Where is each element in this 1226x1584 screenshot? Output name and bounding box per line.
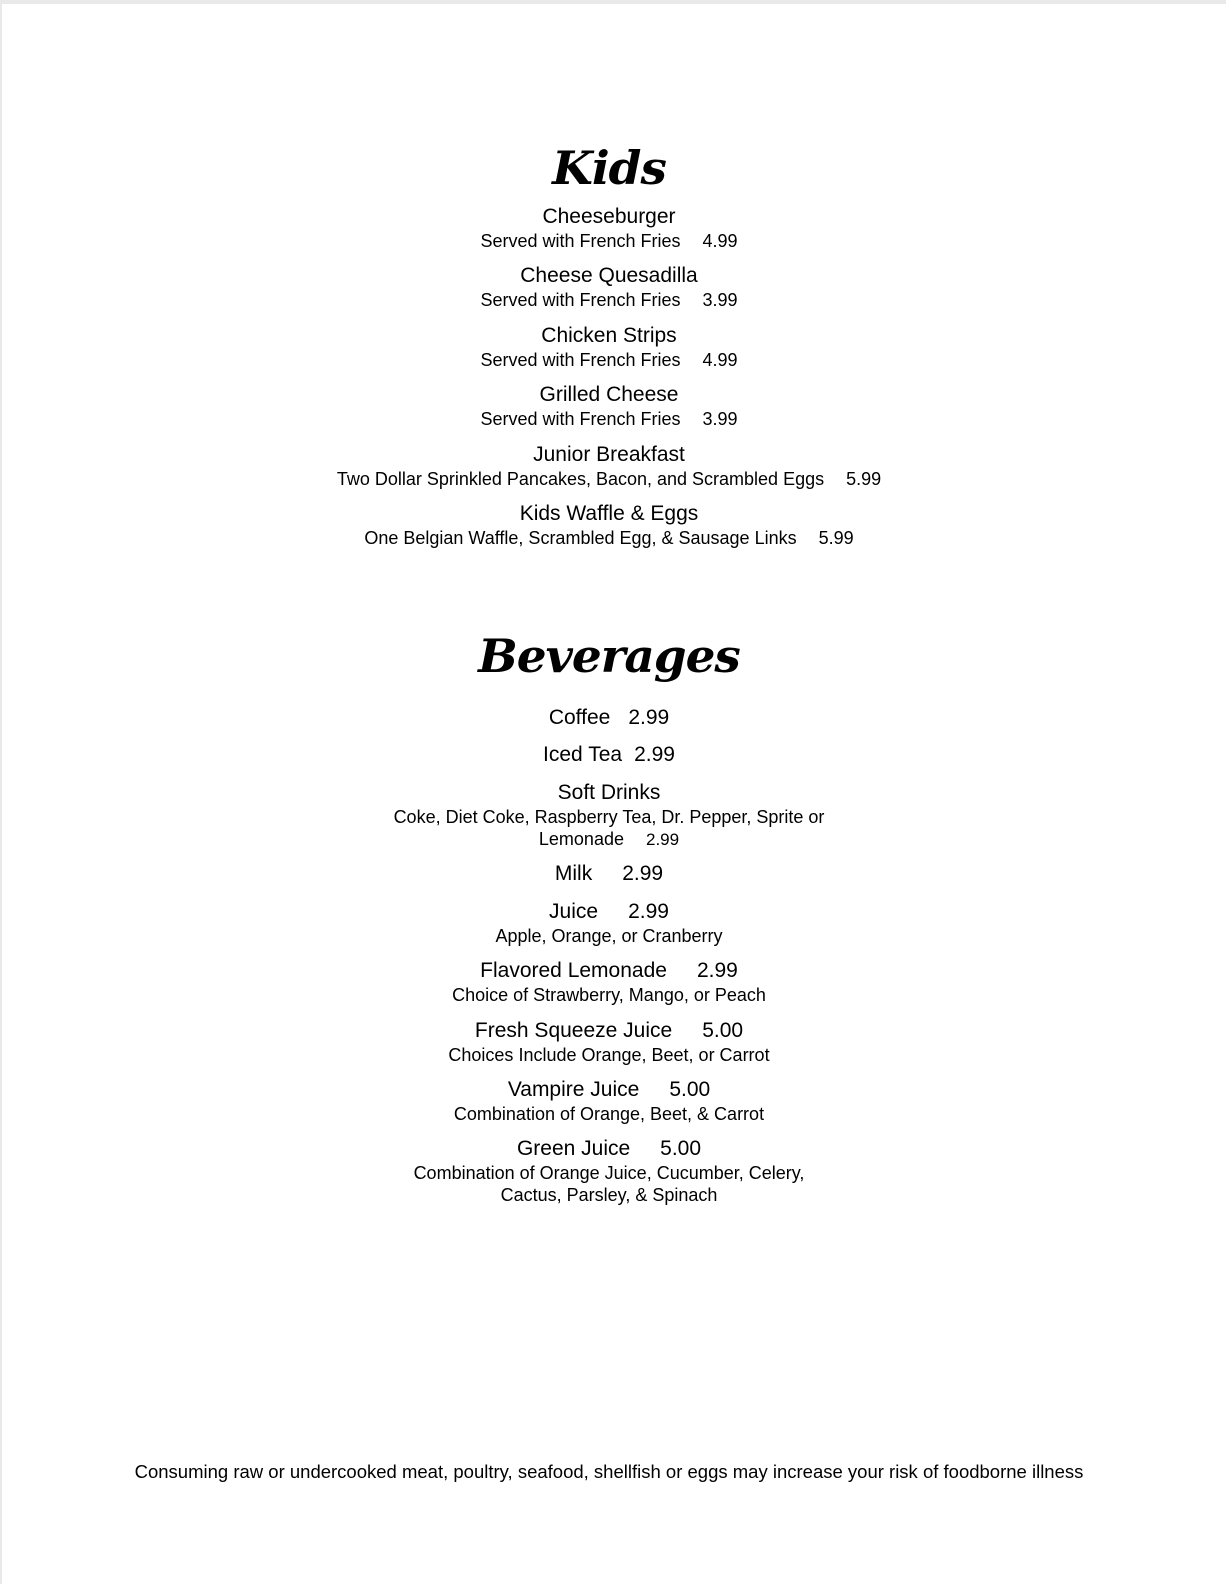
- item-price: 5.00: [702, 1019, 744, 1042]
- item-name: Coffee: [548, 706, 611, 729]
- item-name: Kids Waffle & Eggs: [519, 502, 699, 525]
- item-name: Junior Breakfast: [533, 443, 685, 466]
- menu-item-flavored-lemonade: [2, 958, 1216, 1006]
- item-name: Vampire Juice: [507, 1078, 640, 1101]
- menu-item-chicken-strips: [2, 323, 1216, 371]
- item-price: 2.99: [696, 959, 738, 982]
- item-price: 2.99: [634, 743, 675, 766]
- item-description: Apple, Orange, or Cranberry: [495, 926, 723, 946]
- item-name: Cheese Quesadilla: [520, 264, 698, 287]
- item-name: Milk: [554, 862, 593, 885]
- item-description: Served with French Fries: [480, 409, 681, 429]
- item-price: 5.99: [818, 528, 854, 548]
- item-description: Served with French Fries: [480, 290, 681, 310]
- item-price: 3.99: [702, 409, 738, 429]
- item-description: Choice of Strawberry, Mango, or Peach: [452, 985, 766, 1005]
- item-price: 2.99: [628, 900, 669, 923]
- item-description: Combination of Orange Juice, Cucumber, Celery,: [413, 1163, 805, 1183]
- item-name: Cheeseburger: [542, 205, 676, 228]
- menu-item-junior-breakfast: [2, 442, 1216, 490]
- item-price: 2.99: [628, 706, 670, 729]
- menu-item-fresh-squeeze-juice: [2, 1018, 1216, 1066]
- item-description: Combination of Orange, Beet, & Carrot: [453, 1104, 765, 1124]
- item-name: Grilled Cheese: [539, 383, 679, 406]
- item-name: Juice: [549, 900, 599, 923]
- menu-item-kids-waffle-eggs: [2, 501, 1216, 549]
- menu-item-green-juice: [2, 1136, 1216, 1206]
- menu-item-juice: [2, 899, 1216, 947]
- item-name: Flavored Lemonade: [480, 959, 667, 982]
- menu-item-milk: [2, 861, 1216, 887]
- item-price: 5.00: [669, 1078, 711, 1101]
- item-price: 4.99: [702, 231, 738, 251]
- item-price: 2.99: [622, 862, 664, 885]
- item-name: Green Juice: [516, 1137, 631, 1160]
- menu-item-grilled-cheese: [2, 382, 1216, 430]
- item-description: One Belgian Waffle, Scrambled Egg, & Sausage Links: [364, 528, 797, 548]
- item-price: 2.99: [645, 830, 680, 849]
- item-price: 3.99: [702, 290, 738, 310]
- menu-item-cheese-quesadilla: [2, 263, 1216, 311]
- item-name: Soft Drinks: [557, 781, 661, 804]
- food-safety-disclaimer: Consuming raw or undercooked meat, poultry, seafood, shellfish or eggs may increase your risk of foodborne illness: [134, 1461, 1084, 1482]
- menu-item-cheeseburger: [2, 204, 1216, 252]
- item-description: Choices Include Orange, Beet, or Carrot: [448, 1045, 770, 1065]
- menu-item-coffee: [2, 705, 1216, 731]
- menu-item-iced-tea: [2, 742, 1216, 768]
- item-price: 5.99: [846, 469, 882, 489]
- menu-item-vampire-juice: [2, 1077, 1216, 1125]
- item-description: Coke, Diet Coke, Raspberry Tea, Dr. Pepper, Sprite or: [393, 807, 825, 827]
- item-description: Cactus, Parsley, & Spinach: [500, 1185, 718, 1205]
- beverages-section-title: Beverages: [478, 629, 740, 683]
- menu-page: [2, 4, 1226, 1584]
- menu-item-soft-drinks: [2, 780, 1216, 851]
- item-name: Fresh Squeeze Juice: [474, 1019, 673, 1042]
- item-description: Served with French Fries: [480, 350, 681, 370]
- item-price: 5.00: [660, 1137, 702, 1160]
- kids-section-title: Kids: [552, 141, 666, 195]
- item-description: Two Dollar Sprinkled Pancakes, Bacon, and Scrambled Eggs: [336, 469, 825, 489]
- item-description: Lemonade: [538, 829, 624, 849]
- item-name: Chicken Strips: [541, 324, 677, 347]
- item-name: Iced Tea: [543, 743, 623, 766]
- item-price: 4.99: [702, 350, 738, 370]
- item-description: Served with French Fries: [480, 231, 681, 251]
